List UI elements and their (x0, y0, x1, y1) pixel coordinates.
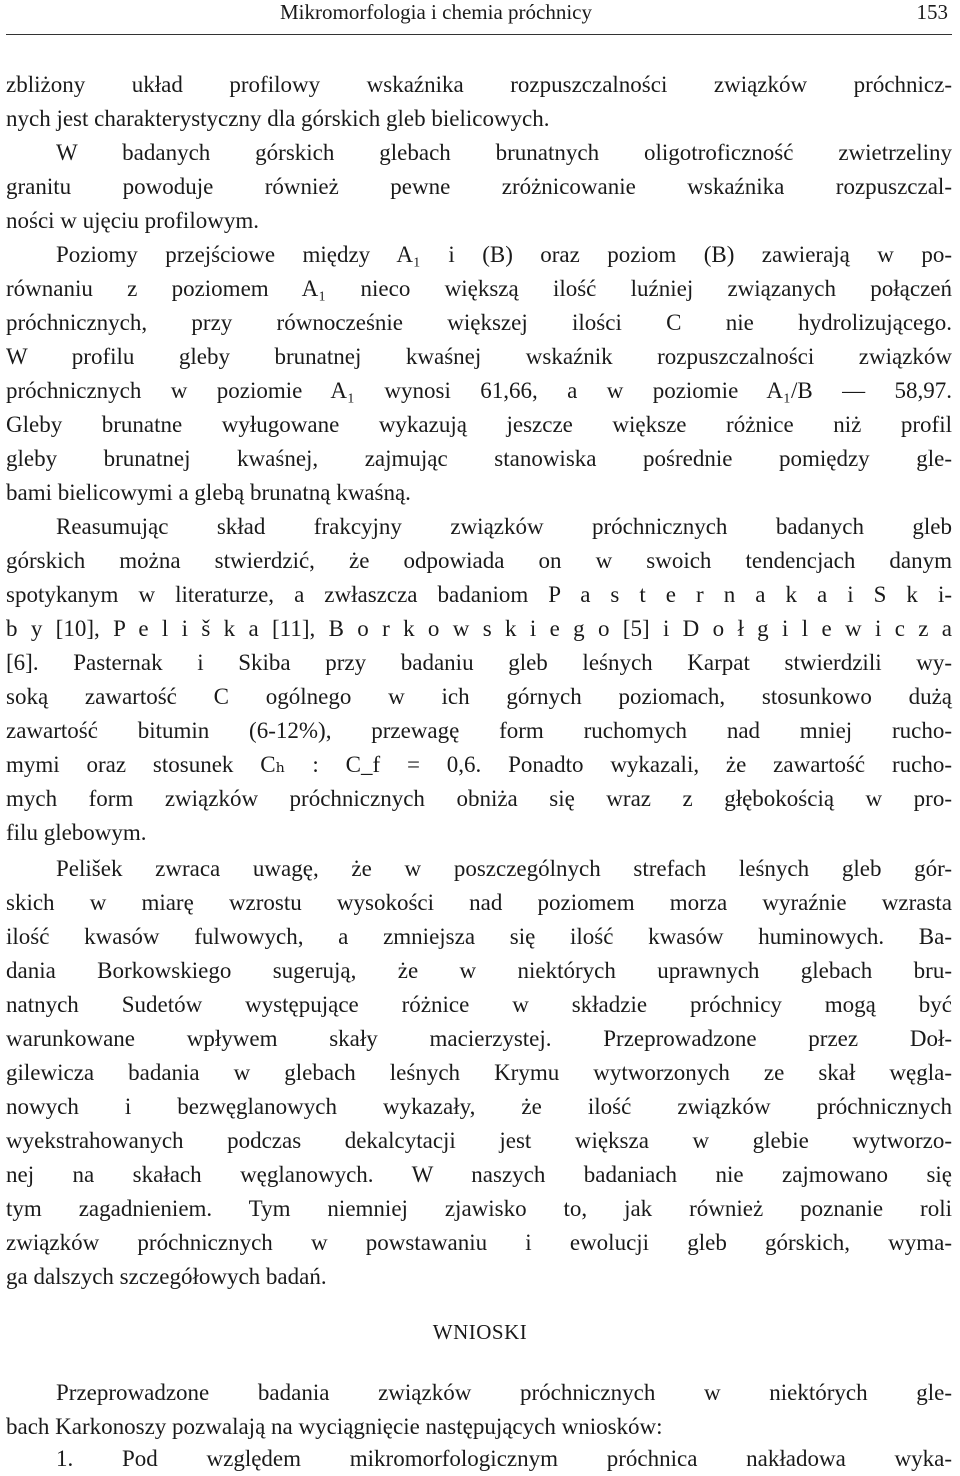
text-line: granitu powoduje również pewne zróżnicowanie wskaźnika rozpuszczal- (6, 174, 952, 199)
text-line: próchnicznych, przy równocześnie większej ilości C nie hydrolizującego. (6, 310, 952, 335)
text-line: mymi oraz stosunek Cₕ : C_f = 0,6. Ponadto wykazali, że zawartość rucho- (6, 752, 952, 777)
text-line: W badanych górskich glebach brunatnych oligotroficzność zwietrzeliny (56, 140, 952, 165)
text-line: Reasumując skład frakcyjny związków próchnicznych badanych gleb (56, 514, 952, 539)
text-line: nych jest charakterystyczny dla górskich gleb bielicowych. (6, 106, 550, 131)
text-line: gilewicza badania w glebach leśnych Krymu wytworzonych ze skał węgla- (6, 1060, 952, 1085)
text-line: ga dalszych szczegółowych badań. (6, 1264, 327, 1289)
text-line: ilość kwasów fulwowych, a zmniejsza się ilość kwasów huminowych. Ba- (6, 924, 952, 949)
text-line: bami bielicowymi a glebą brunatną kwaśną. (6, 480, 411, 505)
text-line: Przeprowadzone badania związków próchnicznych w niektórych gle- (56, 1380, 952, 1405)
text-line: nej na skałach węglanowych. W naszych badaniach nie zajmowano się (6, 1162, 952, 1187)
section-heading: WNIOSKI (432, 1320, 528, 1344)
text-line: próchnicznych w poziomie A₁ wynosi 61,66, a w poziomie A₁/B — 58,97. (6, 378, 952, 403)
text-line: [6]. Pasternak i Skiba przy badaniu gleb leśnych Karpat stwierdzili wy- (6, 650, 952, 675)
text-line: W profilu gleby brunatnej kwaśnej wskaźnik rozpuszczalności związków (6, 344, 952, 369)
running-header (6, 0, 952, 32)
text-line: bach Karkonoszy pozwalają na wyciągnięcie następujących wniosków: (6, 1414, 663, 1439)
text-line: ności w ujęciu profilowym. (6, 208, 259, 233)
text-line: związków próchnicznych w powstawaniu i ewolucji gleb górskich, wyma- (6, 1230, 952, 1255)
text-line: wyekstrahowanych podczas dekalcytacji jest większa w glebie wytworzo- (6, 1128, 952, 1153)
text-line: soką zawartość C ogólnego w ich górnych poziomach, stosunkowo dużą (6, 684, 952, 709)
text-line: nowych i bezwęglanowych wykazały, że ilość związków próchnicznych (6, 1094, 952, 1119)
text-line: zbliżony układ profilowy wskaźnika rozpuszczalności związków próchnicz- (6, 72, 952, 97)
text-line: równaniu z poziomem A₁ nieco większą ilość luźniej związanych połączeń (6, 276, 952, 301)
text-line: Gleby brunatne wyługowane wykazują jeszcze większe różnice niż profil (6, 412, 952, 437)
text-line: filu glebowym. (6, 820, 147, 845)
text-line: skich w miarę wzrostu wysokości nad poziomem morza wyraźnie wzrasta (6, 890, 952, 915)
numbered-list-item: 1. Pod względem mikromorfologicznym próchnica nakładowa wyka- (56, 1446, 952, 1471)
text-line: tym zagadnieniem. Tym niemniej zjawisko to, jak również poznanie roli (6, 1196, 952, 1221)
text-line: mych form związków próchnicznych obniża się wraz z głębokością w pro- (6, 786, 952, 811)
page-number: 153 (916, 0, 948, 24)
text-line: Poziomy przejściowe między A₁ i (B) oraz poziom (B) zawierają w po- (56, 242, 952, 267)
text-line: gleby brunatnej kwaśnej, zajmując stanowiska pośrednie pomiędzy gle- (6, 446, 952, 471)
text-line: zawartość bitumin (6-12%), przewagę form ruchomych nad mniej rucho- (6, 718, 952, 743)
running-title: Mikromorfologia i chemia próchnicy (280, 0, 592, 24)
text-line: dania Borkowskiego sugerują, że w niektórych uprawnych glebach bru- (6, 958, 952, 983)
header-rule (6, 34, 952, 35)
text-line: górskich można stwierdzić, że odpowiada on w swoich tendencjach danym (6, 548, 952, 573)
text-line: Pelišek zwraca uwagę, że w poszczególnych strefach leśnych gleb gór- (56, 856, 952, 881)
text-line: spotykanym w literaturze, a zwłaszcza badaniom P a s t e r n a k a i S k i- (6, 582, 952, 607)
text-line: natnych Sudetów występujące różnice w składzie próchnicy mogą być (6, 992, 952, 1017)
text-line: warunkowane wpływem skały macierzystej. Przeprowadzone przez Doł- (6, 1026, 952, 1051)
text-line: b y [10], P e l i š k a [11], B o r k o w s k i e g o [5] i D o ł g i l e w i c z a (6, 616, 952, 641)
